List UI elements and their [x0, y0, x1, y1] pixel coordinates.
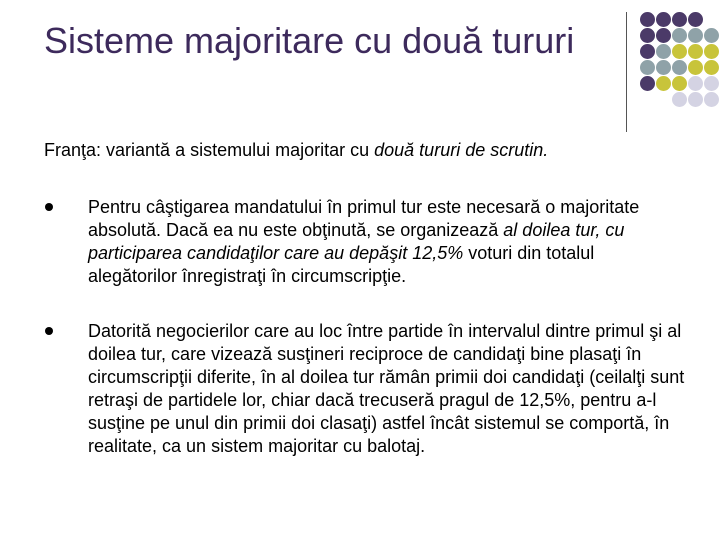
decorative-dot — [640, 28, 655, 43]
decorative-dot — [688, 76, 703, 91]
bullet-text-normal: Datorită negocierilor care au loc între partide în intervalul dintre primul şi al doilea tur, care vizează susţineri reciproce de candidaţi bine plasaţi în circumscripţii diferite, în al doilea tur rămân primii doi candidaţi (ceilalţi sunt retraşi de partidele lor, chiar dacă trecuseră pragul de 12,5%, pentru a-l susţine pe unul din primii doi clasaţi) astfel încât sistemul se comportă, în realitate, ca un sistem majoritar cu balotaj. — [88, 321, 685, 456]
slide-title: Sisteme majoritare cu două tururi — [44, 20, 575, 61]
decorative-dot-grid — [640, 12, 720, 122]
decorative-dot — [640, 76, 655, 91]
bullet-text-italic: al doilea tur, cu participarea candidaţilor care au depăşit 12,5% — [88, 220, 625, 263]
decorative-dot — [672, 60, 687, 75]
decorative-dot — [688, 60, 703, 75]
subtitle-text: Franţa: variantă a sistemului majoritar cu — [44, 140, 375, 160]
decorative-dot — [656, 76, 671, 91]
decorative-dot — [688, 28, 703, 43]
decorative-dot — [672, 28, 687, 43]
decorative-dot — [656, 44, 671, 59]
decorative-dot — [672, 12, 687, 27]
bullet-text — [88, 320, 688, 458]
slide-subtitle — [44, 139, 684, 161]
bullet-dot-icon — [45, 327, 53, 335]
decorative-dot — [688, 92, 703, 107]
decorative-dot — [704, 76, 719, 91]
decorative-dot — [672, 92, 687, 107]
decorative-dot — [704, 92, 719, 107]
decorative-dot — [640, 12, 655, 27]
decorative-dot — [640, 60, 655, 75]
decorative-dot — [704, 44, 719, 59]
decorative-dot — [656, 60, 671, 75]
divider-line — [626, 12, 627, 132]
decorative-dot — [672, 44, 687, 59]
decorative-dot — [704, 28, 719, 43]
bullet-dot-icon — [45, 203, 53, 211]
decorative-dot — [672, 76, 687, 91]
bullet-text — [88, 196, 688, 288]
decorative-dot — [704, 60, 719, 75]
decorative-dot — [640, 44, 655, 59]
bullet-text-normal: Pentru câştigarea mandatului în primul tur este necesară o majoritate absolută. Dacă ea nu este obţinută, se organizează — [88, 197, 640, 240]
bullet-text-tail: voturi din totalul alegătorilor înregistraţi în circumscripţie. — [88, 243, 595, 286]
decorative-dot — [688, 12, 703, 27]
decorative-dot — [688, 44, 703, 59]
decorative-dot — [656, 12, 671, 27]
subtitle-italic-text: două tururi de scrutin. — [374, 140, 549, 160]
decorative-dot — [656, 28, 671, 43]
